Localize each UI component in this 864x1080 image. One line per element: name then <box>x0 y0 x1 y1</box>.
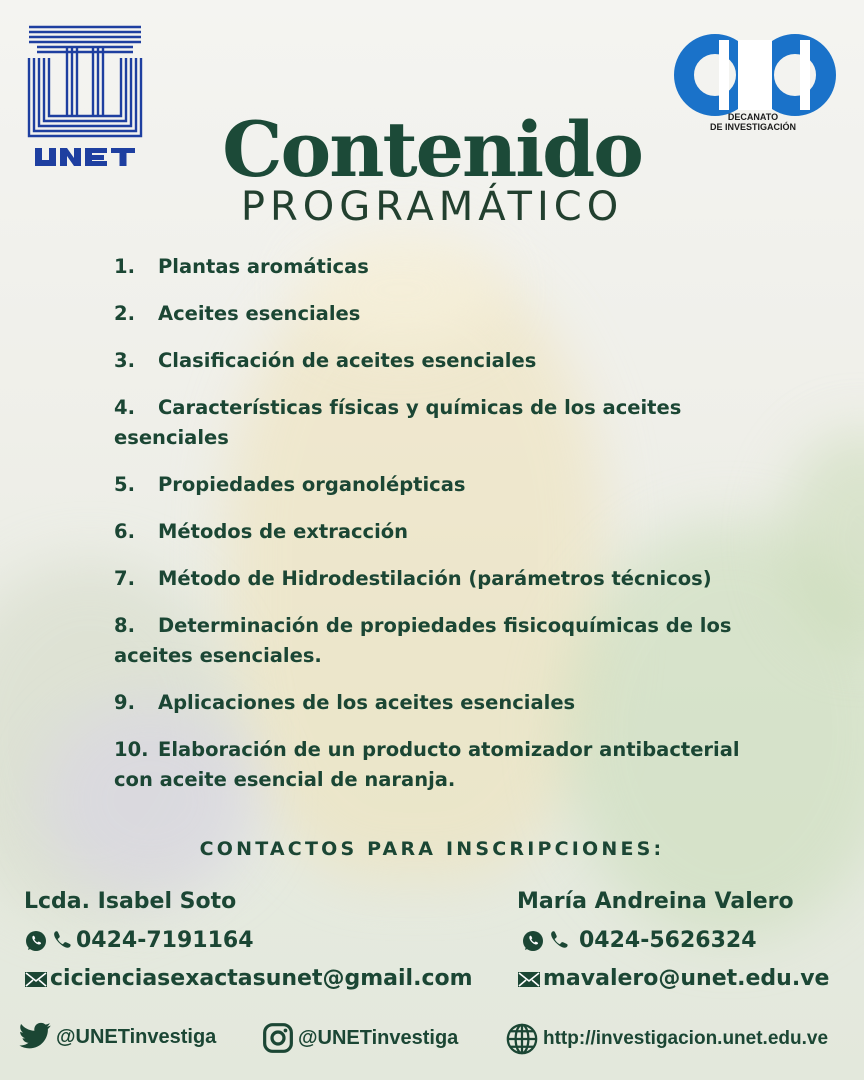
item-number: 1. <box>114 255 135 278</box>
content-list <box>114 252 754 812</box>
list-item <box>114 252 754 282</box>
twitter-icon <box>18 1022 52 1052</box>
website-url[interactable]: http://investigacion.unet.edu.ve <box>543 1028 829 1049</box>
contact-maria <box>517 888 829 992</box>
globe-icon <box>505 1022 539 1056</box>
list-item <box>114 517 754 547</box>
item-number: 4. <box>114 396 135 419</box>
twitter-handle[interactable]: @UNETinvestiga <box>56 1025 217 1048</box>
contact-email[interactable]: cicienciasexactasunet@gmail.com <box>50 966 473 991</box>
item-number: 2. <box>114 302 135 325</box>
list-item <box>114 735 754 795</box>
instagram-link[interactable] <box>262 1022 458 1054</box>
decanato-line1: DECANATO <box>727 112 779 122</box>
item-text: Plantas aromáticas <box>158 255 369 278</box>
item-text: Aplicaciones de los aceites esenciales <box>158 691 576 714</box>
item-text: Aceites esenciales <box>158 302 361 325</box>
contact-phone[interactable]: 0424-5626324 <box>579 928 757 953</box>
item-number: 6. <box>114 520 135 543</box>
contact-name: María Andreina Valero <box>517 889 794 914</box>
list-item <box>114 688 754 718</box>
item-text: Método de Hidrodestilación (parámetros técnicos) <box>158 567 712 590</box>
item-number: 10. <box>114 738 149 761</box>
list-item <box>114 564 754 594</box>
twitter-link[interactable] <box>18 1022 216 1052</box>
list-item <box>114 611 754 671</box>
contact-email-row[interactable] <box>24 966 473 992</box>
page-title: Contenido <box>222 105 642 194</box>
decanato-line2: DE INVESTIGACIÓN <box>709 122 796 132</box>
item-number: 3. <box>114 349 135 372</box>
instagram-handle[interactable]: @UNETinvestiga <box>298 1026 459 1049</box>
contacts-heading: CONTACTOS PARA INSCRIPCIONES: <box>199 838 665 860</box>
website-link[interactable] <box>505 1022 828 1056</box>
item-text: Características físicas y químicas de los aceites esenciales <box>114 396 682 449</box>
contact-phone-row[interactable] <box>517 928 829 954</box>
contact-phone[interactable]: 0424-7191164 <box>76 928 254 953</box>
item-text: Determinación de propiedades fisicoquímicas de los aceites esenciales. <box>114 614 732 667</box>
list-item <box>114 393 754 453</box>
item-number: 5. <box>114 473 135 496</box>
instagram-icon <box>262 1022 294 1054</box>
unet-logo-text: UNET <box>85 166 88 167</box>
contact-isabel <box>24 888 473 992</box>
contact-name: Lcda. Isabel Soto <box>24 889 237 914</box>
mail-icon <box>517 967 541 991</box>
item-text: Elaboración de un producto atomizador antibacterial con aceite esencial de naranja. <box>114 738 740 791</box>
phone-icon <box>50 929 74 953</box>
item-text: Propiedades organolépticas <box>158 473 466 496</box>
list-item <box>114 299 754 329</box>
contact-email[interactable]: mavalero@unet.edu.ve <box>543 966 830 991</box>
contact-phone-row[interactable] <box>24 928 473 954</box>
list-item <box>114 470 754 500</box>
item-number: 9. <box>114 691 135 714</box>
item-number: 8. <box>114 614 135 637</box>
page-subtitle: PROGRAMÁTICO <box>240 184 624 230</box>
phone-icon <box>547 929 571 953</box>
list-item <box>114 346 754 376</box>
item-text: Métodos de extracción <box>158 520 409 543</box>
whatsapp-icon <box>521 929 545 953</box>
item-text: Clasificación de aceites esenciales <box>158 349 537 372</box>
mail-icon <box>24 967 48 991</box>
whatsapp-icon <box>24 929 48 953</box>
item-number: 7. <box>114 567 135 590</box>
contact-email-row[interactable] <box>517 966 829 992</box>
